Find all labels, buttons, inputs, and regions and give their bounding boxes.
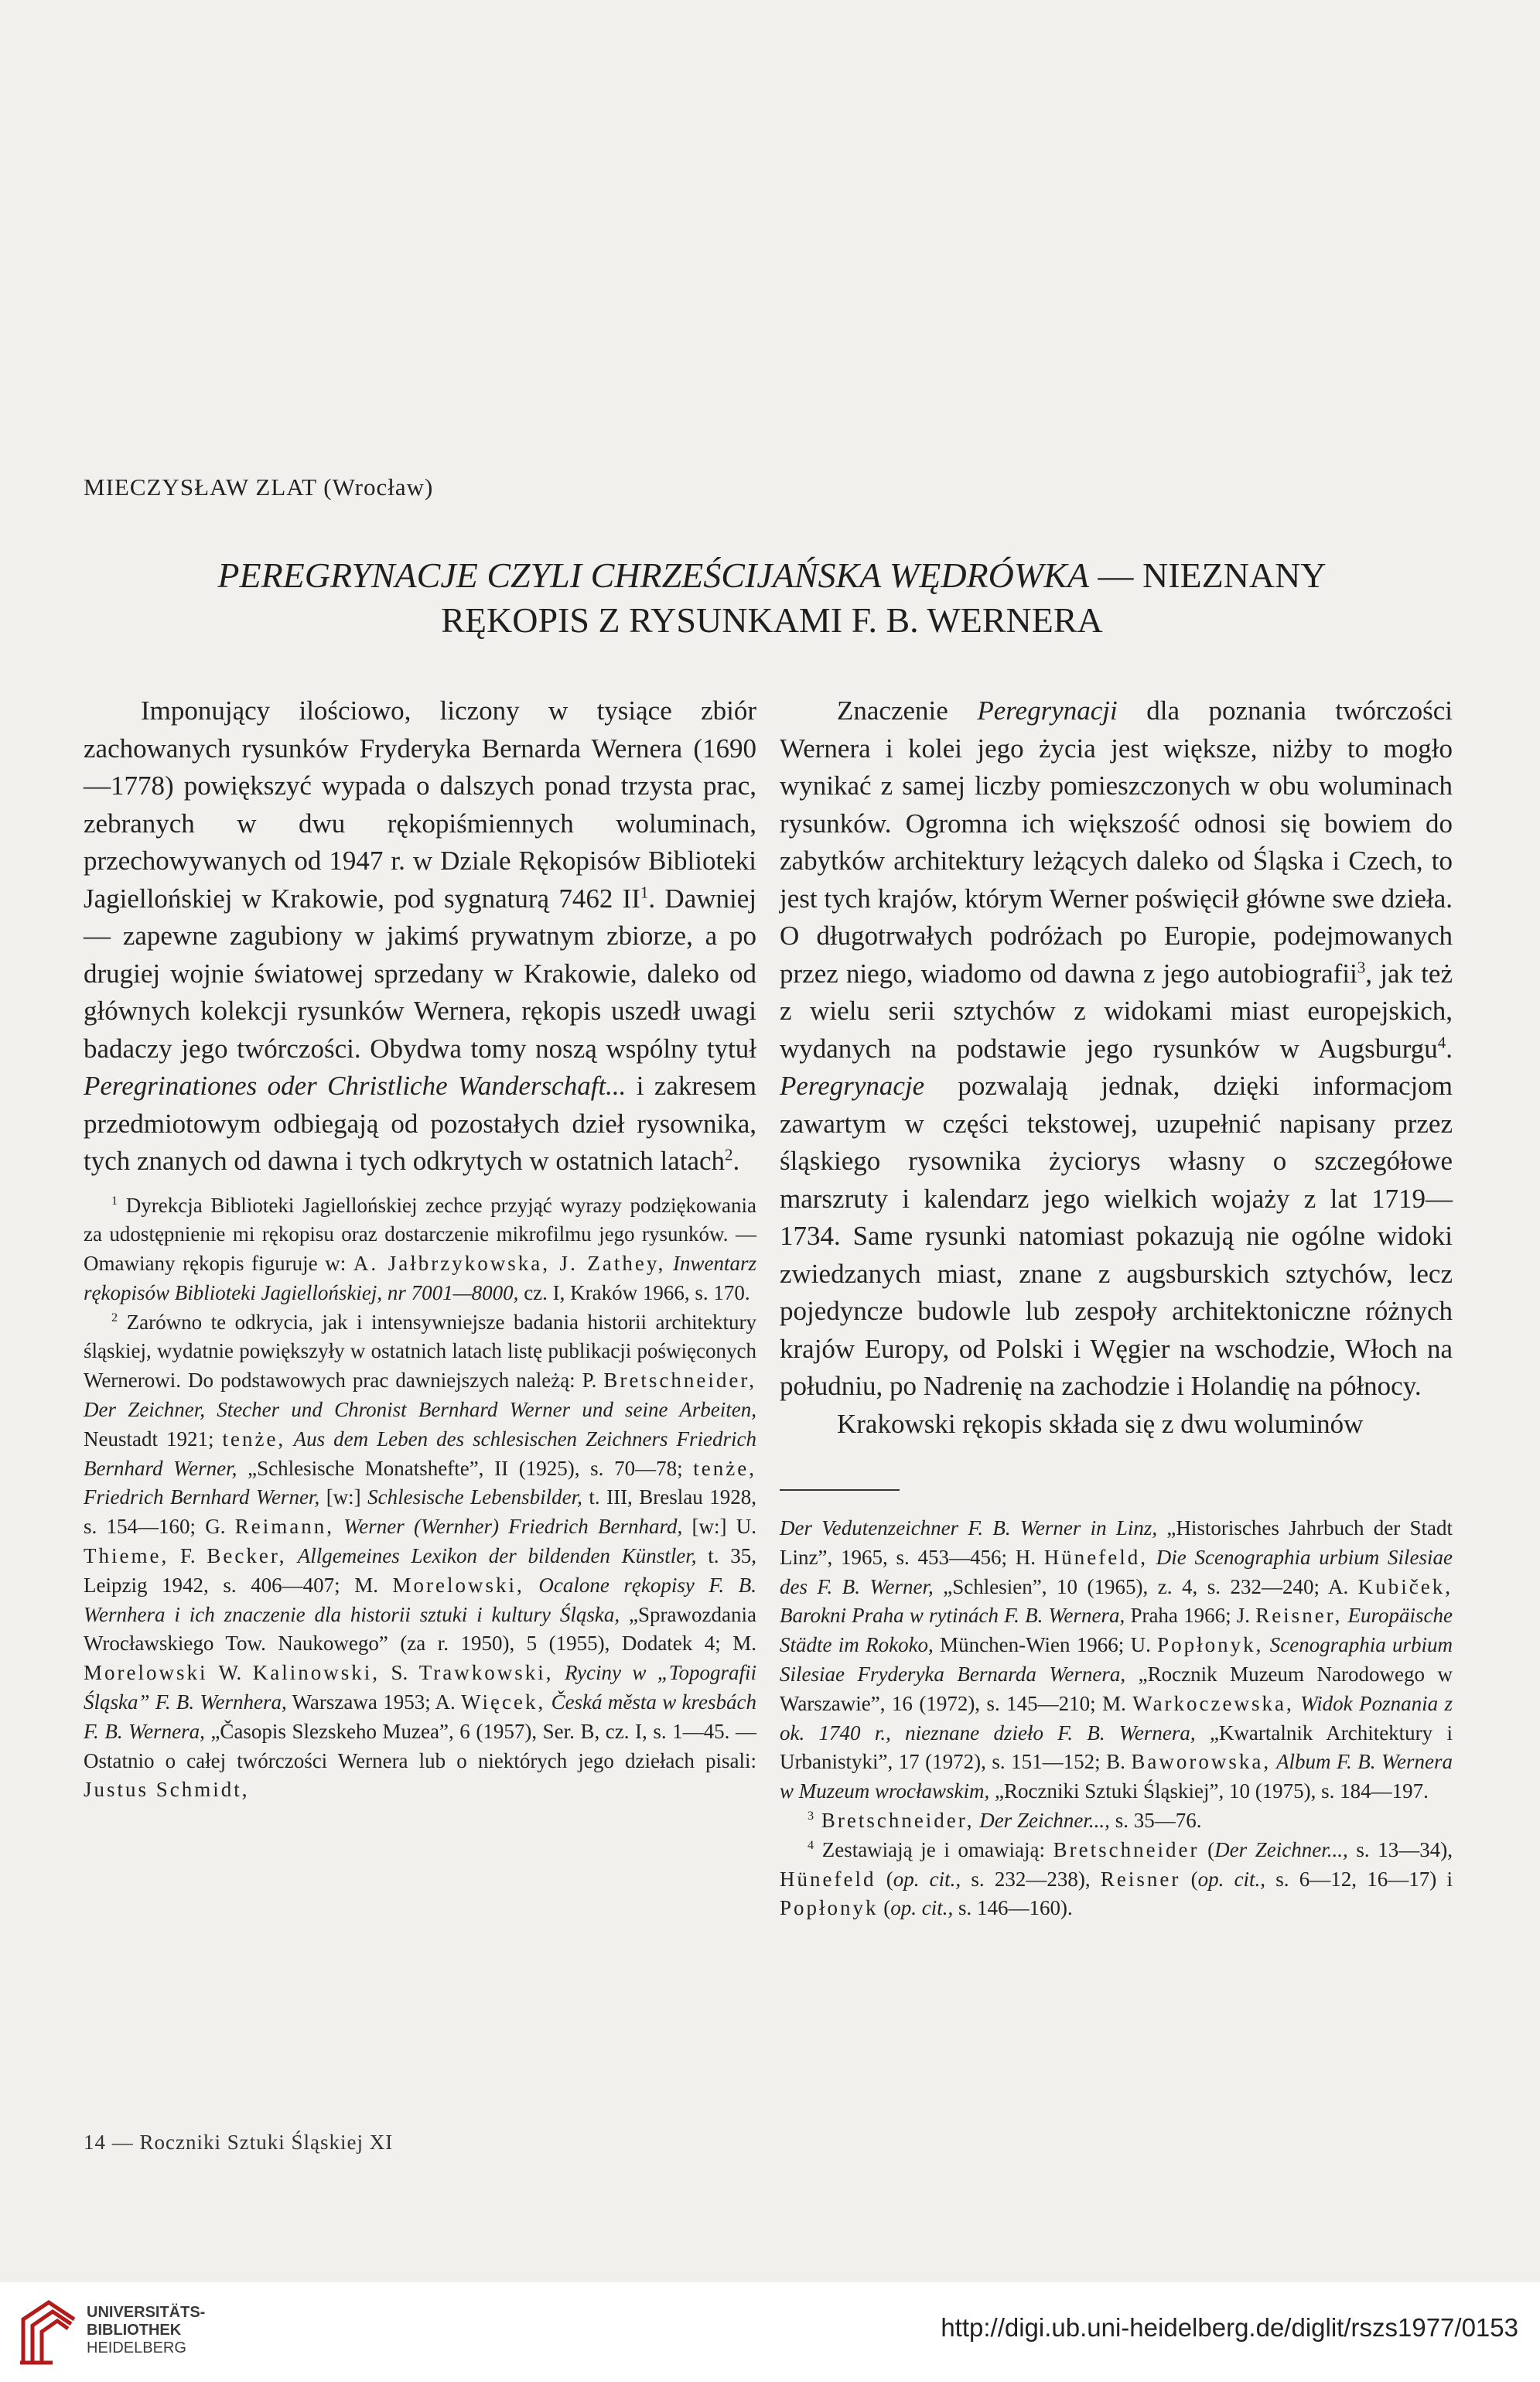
source-url-link[interactable]: http://digi.ub.uni-heidelberg.de/diglit/rszs1977/0153 (941, 2313, 1518, 2342)
footnote-ref-3[interactable]: 3 (1357, 957, 1366, 976)
footnote-4: $^4$ Zestawiają je i omawiają: Bretschneider (Der Zeichner..., s. 13—34), Hünefeld (op. cit., s. 232—238), Reisner (op. cit., s. 6—12, 16—17) i Popłonyk (op. cit., s. 146—160). (780, 1837, 1453, 1920)
article-author: MIECZYSŁAW ZLAT (Wrocław) (84, 473, 434, 501)
footnote-1: $^1$ Dyrekcja Biblioteki Jagiellońskiej zechce przyjąć wyrazy podziękowania za udostępnienie mi rękopisu oraz dostarczenie mikrofilmu jego rysunków. — Omawiany rękopis figuruje w: A. Jałbrzykowska, J. Zathey, Inwentarz rękopisów Biblioteki Jagiellońskiej, nr 7001—8000, cz. I, Kraków 1966, s. 170. (84, 1193, 757, 1304)
right-paragraph-2: Krakowski rękopis składa się z dwu woluminów (837, 1408, 1364, 1439)
title-rest-part: — NIEZNANY (1088, 555, 1327, 595)
footnote-separator (780, 1489, 900, 1491)
footnote-ref-1[interactable]: 1 (640, 882, 649, 901)
left-column (84, 692, 756, 1805)
library-name: UNIVERSITÄTS- BIBLIOTHEK HEIDELBERG (87, 2304, 206, 2356)
right-column (780, 692, 1453, 1923)
footnote-2-continued: Der Vedutenzeichner F. B. Werner in Linz, „Historisches Jahrbuch der Stadt Linz”, 1965, s. 453—456; H. Hünefeld, Die Scenographia urbium Silesiae des F. B. Werner, „Schlesien”, 10 (1965), z. 4, s. 232—240; A. Kubiček, Barokni Praha w rytinách F. B. Wernera, Praha 1966; J. Reisner, Europäische Städte im Rokoko, München-Wien 1966; U. Popłonyk, Scenographia urbium Silesiae Fryderyka Bernarda Wernera, „Rocznik Muzeum Narodowego w Warszawie”, 16 (1972), s. 145—210; M. Warkoczewska, Widok Poznania z ok. 1740 r., nieznane dzieło F. B. Wernera, „Kwartalnik Architektury i Urbanistyki”, 17 (1972), s. 151—152; B. Baworowska, Album F. B. Wernera w Muzeum wrocławskim, „Roczniki Sztuki Śląskiej”, 10 (1975), s. 184—197. (780, 1516, 1453, 1803)
right-paragraph-1: Znaczenie Peregrynacji dla poznania twórczości Wernera i kolei jego życia jest większe, niżby to mogło wynikać z samej liczby pomieszczonych w obu woluminach rysunków. Ogromna ich większość odnosi się bowiem do zabytków architektury leżących daleko od Śląska i Czech, to jest tych krajów, którym Werner poświęcił główne swe dzieła. O długotrwałych podróżach po Europie, podejmowanych przez niego, wiadomo od dawna z jego autobiografii$^3$, jak też z wielu serii sztychów z widokami miast europejskich, wydanych na podstawie jego rysunków w Augsburgu$^4$. Peregrynacje pozwalają jednak, dzięki informacjom zawartym w części tekstowej, uzupełnić napisany przez śląskiego rysownika życiorys własny o szczegółowe marszruty i kalendarz jego wielkich wojaży z lat 1719—1734. Same rysunki natomiast pokazują nie ogólne widoki zwiedzanych miast, znane z augsburskich sztychów, lecz pojedyncze budowle lub zespoły architektoniczne różnych krajów Europy, od Polski i Węgier na wschodzie, Włoch na południu, po Nadrenię na zachodzie i Holandię na północy. (780, 695, 1453, 1401)
page-folio: 14 — Roczniki Sztuki Śląskiej XI (84, 2131, 394, 2154)
left-paragraph-1: Imponujący ilościowo, liczony w tysiące zbiór zachowanych rysunków Fryderyka Bernarda Wernera (1690—1778) powiększyć wypada o dalszych ponad trzysta prac, zebranych w dwu rękopiśmiennych woluminach, przechowywanych od 1947 r. w Dziale Rękopisów Biblioteki Jagiellońskiej w Krakowie, pod sygnaturą 7462 $II^1$. Dawniej — zapewne zagubiony w jakimś prywatnym zbiorze, a po drugiej wojnie światowej sprzedany w Krakowie, daleko od głównych kolekcji rysunków Wernera, rękopis uszedł uwagi badaczy jego twórczości. Obydwa tomy noszą wspólny tytuł Peregrinationes oder Christliche Wanderschaft... i zakresem przedmiotowym odbiegają od pozostałych dzieł rysownika, tych znanych od dawna i tych odkrytych w ostatnich latach$^2$. (84, 695, 756, 1176)
footnote-ref-2[interactable]: 2 (725, 1145, 733, 1164)
title-italic-part: PEREGRYNACJE CZYLI CHRZEŚCIJAŃSKA WĘDRÓWKA (217, 555, 1089, 595)
footnote-2: $^2$ Zarówno te odkrycia, jak i intensywniejsze badania historii architektury śląskiej, wydatnie powiększyły w ostatnich latach listę publikacji poświęconych Wernerowi. Do podstawowych prac dawniejszych należą: P. Bretschneider, Der Zeichner, Stecher und Chronist Bernhard Werner und seine Arbeiten, Neustadt 1921; tenże, Aus dem Leben des schlesischen Zeichners Friedrich Bernhard Werner, „Schlesische Monatshefte”, II (1925), s. 70—78; tenże, Friedrich Bernhard Werner, [w:] Schlesische Lebensbilder, t. III, Breslau 1928, s. 154—160; G. Reimann, Werner (Wernher) Friedrich Bernhard, [w:] U. Thieme, F. Becker, Allgemeines Lexikon der bildenden Künstler, t. 35, Leipzig 1942, s. 406—407; M. Morelowski, Ocalone rękopisy F. B. Wernhera i ich znaczenie dla historii sztuki i kultury Śląska, „Sprawozdania Wrocławskiego Tow. Naukowego” (za r. 1950), 5 (1955), Dodatek 4; M. Morelowski W. Kalinowski, S. Trawkowski, Ryciny w „Topografii Śląska” F. B. Wernhera, Warszawa 1953; A. Więcek, Česká města w kresbách F. B. Wernera, „Časopis Slezskeho Muzea”, 6 (1957), Ser. B, cz. I, s. 1—45. — Ostatnio o całej twórczości Wernera lub o niektórych jego dziełach pisali: Justus Schmidt, (84, 1310, 757, 1802)
article-title (84, 553, 1460, 643)
title-line-2: RĘKOPIS Z RYSUNKAMI F. B. WERNERA (441, 600, 1103, 640)
footnote-3: $^3$ Bretschneider, Der Zeichner..., s. 35—76. (808, 1808, 1202, 1832)
library-logo-icon[interactable] (14, 2296, 84, 2367)
footnote-ref-4[interactable]: 4 (1437, 1032, 1446, 1051)
